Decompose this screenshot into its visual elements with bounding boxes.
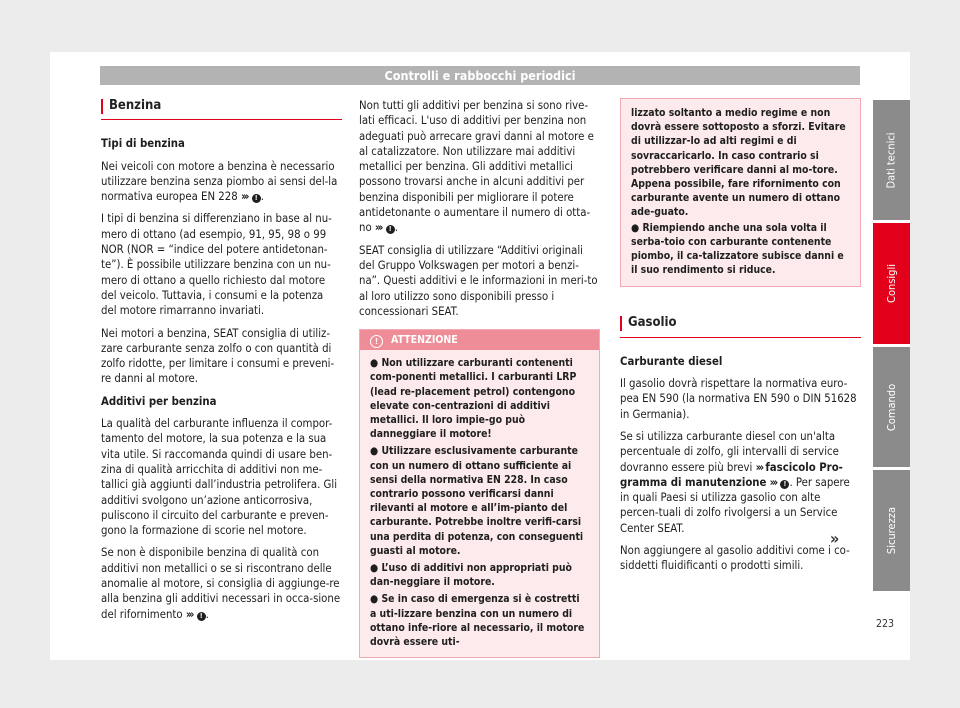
warning-box-continued	[620, 98, 861, 287]
tab-consigli[interactable]	[873, 223, 910, 344]
tab-label: Comando	[885, 383, 899, 431]
warning-item	[370, 356, 589, 441]
paragraph-text: Se non è disponibile benzina di qualità con additivi non metallici o se si riscontrano delle anomalie al motore, si consiglia di aggiunge-re alla benzina gli additivi necessari in occa-sione del rifornimento	[101, 546, 341, 621]
section-title-benzina: Benzina	[101, 98, 342, 120]
paragraph: La qualità del carburante influenza il compor-tamento del motore, la sua potenza e la sua vita utile. Si raccomanda quindi di usare ben-zina di qualità arricchita di additivi non me-tallici già aggiunti dall’industria petrolifera. Gli additivi svolgono un’azione anticorrosiva, puliscono il circuito del carburante e preven-gono la formazione di scorie nel motore.	[101, 417, 338, 538]
paragraph-text: Non tutti gli additivi per benzina si sono rive-lati efficaci. L'uso di additivi per benzina non adeguati può arrecare gravi danni al motore e al catalizzatore. Non utilizzare mai additivi metallici per benzina. Gli additivi metallici possono trovarsi anche in alcuni additivi per benzina disponibili per migliorare il potere antidetonante o aumentare il numero di otta-no	[359, 99, 594, 235]
tab-comando[interactable]	[873, 347, 910, 467]
column-1	[101, 98, 342, 629]
paragraph: Non aggiungere al gasolio additivi come i co-siddetti fluidificanti o prodotti simili.	[620, 544, 850, 573]
warning-text: Utilizzare esclusivamente carburante con un numero di ottano sufficiente ai sensi della normativa EN 228. In caso contrario possono verificarsi danni rilevanti al motore e all’im-pianto del carburante. Potrebbe inoltre verifi-carsi una perdita di potenza, con conseguenti guasti al motore.	[370, 445, 584, 557]
reference-arrow-icon[interactable]: ›››	[185, 607, 193, 621]
chapter-header: Controlli e rabbocchi periodici	[100, 66, 860, 85]
paragraph: Nei veicoli con motore a benzina è necessario utilizzare benzina senza piombo ai sensi del-la normativa europea EN 228 ››› ! .	[101, 159, 338, 204]
paragraph: Se non è disponibile benzina di qualità con additivi non metallici o se si riscontrano delle anomalie al motore, si consiglia di aggiunge-re alla benzina gli additivi necessari in occa-sione del rifornimento ››› ! .	[101, 546, 341, 621]
column-3	[620, 98, 861, 581]
warning-item	[370, 444, 589, 558]
warning-text: Non utilizzare carburanti contenenti com-ponenti metallici. I carburanti LRP (lead re-placement petrol) contengono elevate con-centrazioni di additivi metallici. Il loro impie-go può danneggiare il motore!	[370, 357, 577, 441]
page-number: 223	[876, 618, 895, 630]
warning-text: Se in caso di emergenza si è costretti a uti-lizzare benzina con un numero di ottano infe-riore al necessario, il motore dovrà essere uti-	[370, 593, 585, 649]
paragraph: Nei motori a benzina, SEAT consiglia di utiliz-zare carburante senza zolfo o con quantità di zolfo ridotte, per limitare i consumi e preveni-re danni al motore.	[101, 326, 335, 386]
warning-icon: !	[370, 335, 383, 348]
subheading-tipi-benzina: Tipi di benzina	[101, 137, 185, 151]
reference-link[interactable]: fascicolo Pro-gramma di manutenzione	[620, 460, 843, 489]
paragraph: Non tutti gli additivi per benzina si sono rive-lati efficaci. L'uso di additivi per benzina non adeguati può arrecare gravi danni al motore e al catalizzatore. Non utilizzare mai additivi metallici per benzina. Gli additivi metallici possono trovarsi anche in alcuni additivi per benzina disponibili per migliorare il potere antidetonante o aumentare il numero di otta-no ››› ! .	[359, 99, 594, 235]
paragraph-text: Se si utilizza carburante diesel con un'alta percentuale di zolfo, gli intervalli di service dovranno essere più brevi	[620, 429, 839, 474]
warning-body	[360, 350, 599, 657]
warning-ref-icon: !	[252, 194, 261, 203]
tab-label: Sicurezza	[885, 506, 898, 555]
paragraph: SEAT consiglia di utilizzare “Additivi originali del Gruppo Volkswagen per motori a benzi-na”. Questi additivi e le informazioni in meri-to al loro utilizzo sono disponibili presso i concessionari SEAT.	[359, 243, 598, 318]
section-title-gasolio: Gasolio	[620, 315, 861, 337]
reference-arrow-icon[interactable]: ›››	[374, 221, 382, 235]
warning-item	[370, 561, 589, 589]
continue-icon: »	[830, 529, 840, 548]
warning-text: Riempiendo anche una sola volta il serba-toio con carburante contenente piombo, il ca-talizzatore subisce danni e il suo rendimento si riduce.	[631, 221, 844, 277]
paragraph-text: . Per sapere in quali Paesi si utilizza gasolio con alte percen-tuali di zolfo rivolgersi a un Service Center SEAT.	[620, 475, 850, 535]
warning-text: L’uso di additivi non appropriati può dan-neggiare il motore.	[370, 562, 572, 589]
bullet-icon: ●	[370, 593, 379, 606]
subheading-carburante-diesel: Carburante diesel	[620, 354, 723, 368]
warning-item	[370, 592, 589, 649]
bullet-icon: ●	[370, 445, 379, 458]
bullet-icon: ●	[370, 562, 379, 574]
paragraph	[620, 429, 861, 536]
warning-ref-icon: !	[386, 225, 395, 234]
column-2	[359, 98, 600, 658]
warning-ref-icon: !	[197, 612, 206, 621]
reference-arrow-icon[interactable]: ›››	[240, 190, 248, 204]
tab-sicurezza[interactable]	[873, 470, 910, 591]
paragraph: Il gasolio dovrà rispettare la normativa euro-pea EN 590 (la normativa EN 590 o DIN 51628 in Germania).	[620, 377, 857, 421]
paragraph: I tipi di benzina si differenziano in base al nu-mero di ottano (ad esempio, 91, 95, 98 o 99 NOR (NOR = “indice del potere antidetonan-te”). È possibile utilizzare benzina con un nu-mero di ottano a quello richiesto dal motore del veicolo. Tuttavia, i consumi e la potenza del motore rimarranno invariati.	[101, 212, 332, 318]
reference-arrow-icon[interactable]: ›››	[769, 475, 777, 489]
tab-label: Dati tecnici	[885, 131, 898, 189]
warning-box	[359, 329, 600, 658]
paragraph-text: Nei veicoli con motore a benzina è necessario utilizzare benzina senza piombo ai sensi del-la normativa europea EN 228	[101, 159, 338, 204]
warning-header	[360, 330, 599, 350]
warning-item: lizzato soltanto a medio regime e non dovrà essere sottoposto a sforzi. Evitare di utilizzar-lo ad alti regimi e di sovraccaricarlo. In caso contrario si potrebbero verificare danni al mo-tore. Appena possibile, fare rifornimento con carburante avente un numero di ottano ade-guato.	[631, 107, 846, 219]
warning-title: ATTENZIONE	[391, 334, 458, 347]
subheading-additivi: Additivi per benzina	[101, 394, 217, 408]
bullet-icon: ●	[631, 221, 640, 234]
reference-arrow-icon[interactable]: ›››	[755, 460, 763, 474]
tab-label: Consigli	[885, 264, 898, 303]
tab-dati-tecnici[interactable]	[873, 100, 910, 220]
warning-ref-icon: !	[780, 480, 789, 489]
bullet-icon: ●	[370, 357, 379, 370]
warning-item	[631, 221, 850, 278]
